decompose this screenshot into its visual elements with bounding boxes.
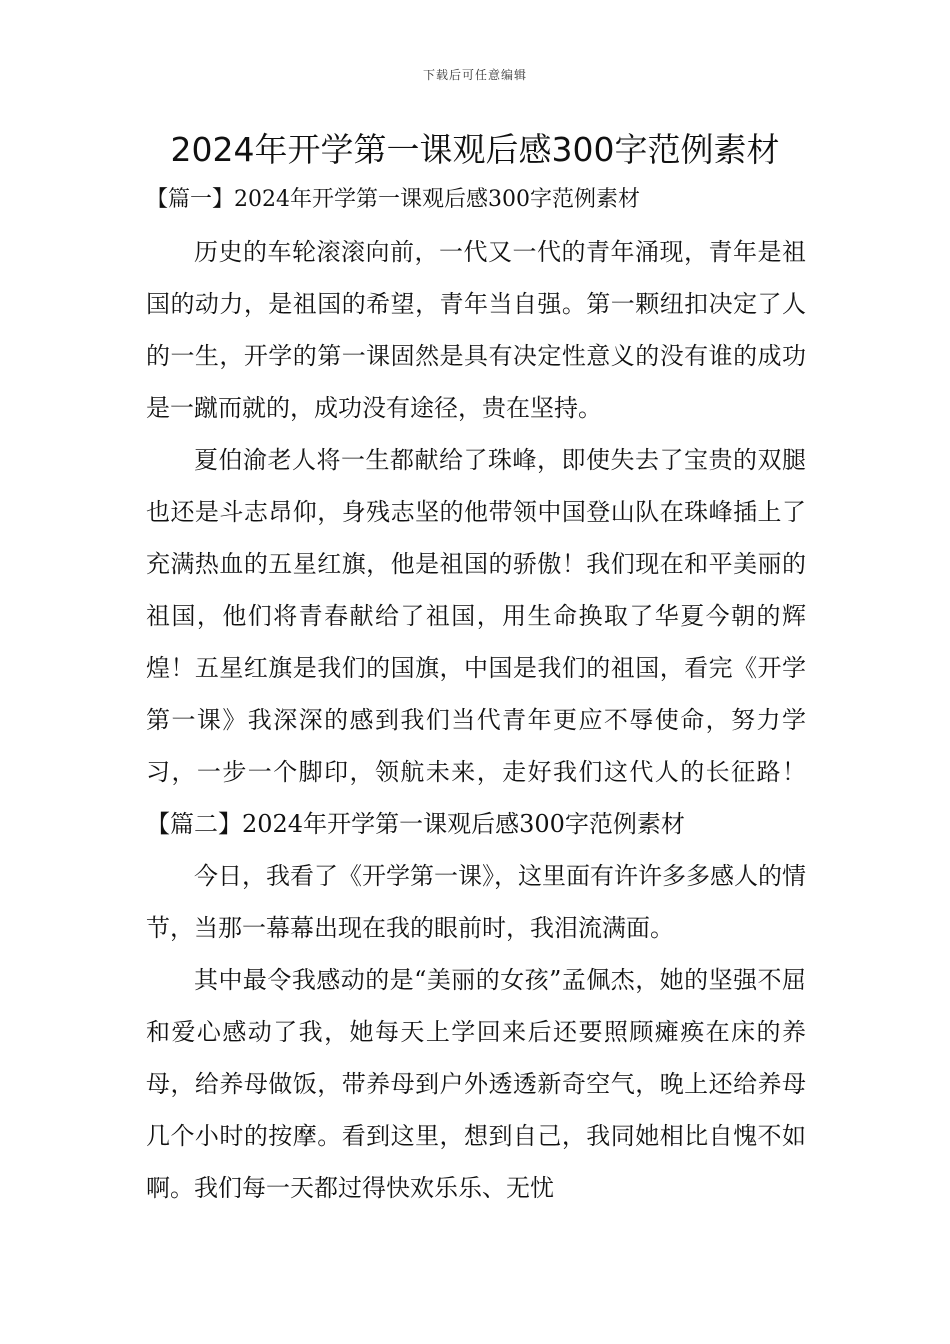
header-note: 下载后可任意编辑 [422, 68, 527, 82]
document-body [146, 180, 806, 1214]
paragraph: 今日，我看了《开学第一课》，这里面有许许多多感人的情节，当那一幕幕出现在我的眼前时，我泪流满面。 [146, 862, 806, 942]
section-heading: 【篇一】2024年开学第一课观后感300字范例素材 [146, 187, 640, 212]
paragraph: 其中最令我感动的是“美丽的女孩”孟佩杰，她的坚强不屈和爱心感动了我，她每天上学回来后还要照顾瘫痪在床的养母，给养母做饭，带养母到户外透透新奇空气，晚上还给养母几个小时的按摩。看到这里，想到自己，我同她相比自愧不如啊。我们每一天都过得快欢乐乐、无忧 [146, 966, 806, 1202]
paragraph: 历史的车轮滚滚向前，一代又一代的青年涌现，青年是祖国的动力，是祖国的希望，青年当自强。第一颗纽扣决定了人的一生，开学的第一课固然是具有决定性意义的没有谁的成功是一蹴而就的，成功没有途径，贵在坚持。 [146, 238, 806, 422]
document-title: 2024年开学第一课观后感300字范例素材 [170, 130, 780, 169]
paragraph: 夏伯渝老人将一生都献给了珠峰，即使失去了宝贵的双腿也还是斗志昂仰，身残志坚的他带领中国登山队在珠峰插上了充满热血的五星红旗，他是祖国的骄傲！我们现在和平美丽的祖国，他们将青春献给了祖国，用生命换取了华夏今朝的辉煌！五星红旗是我们的国旗，中国是我们的祖国，看完《开学第一课》我深深的感到我们当代青年更应不辱使命，努力学习，一步一个脚印，领航未来，走好我们这代人的长征路！【篇二】2024年开学第一课观后感300字范例素材 [146, 446, 806, 838]
